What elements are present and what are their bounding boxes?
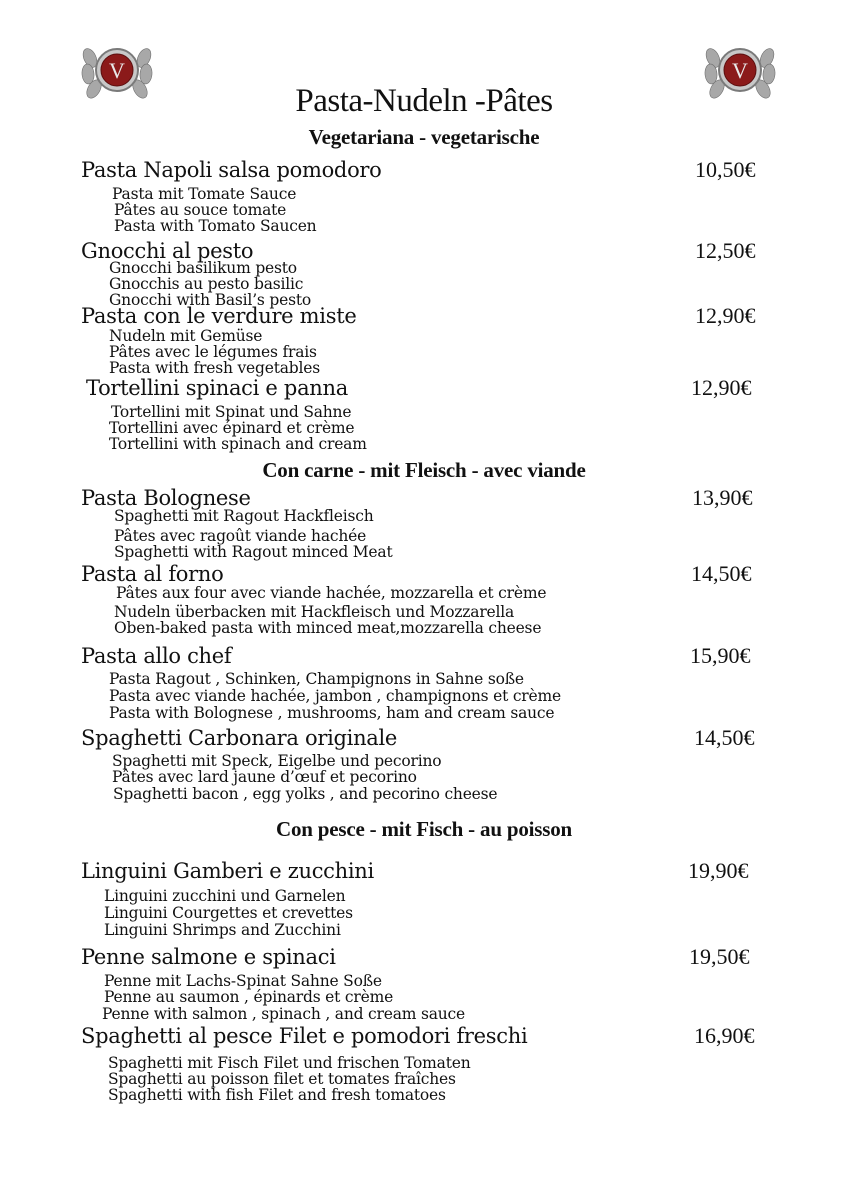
description-line-fr: Pâtes avec ragoût viande hachée xyxy=(114,527,367,545)
description-line-de: Pasta Ragout , Schinken, Champignons in Sahne soße xyxy=(109,670,524,688)
dish-price: 10,50€ xyxy=(695,157,756,182)
dish-description xyxy=(109,260,311,308)
dish-description xyxy=(109,671,561,721)
description-line-fr: Pâtes avec le légumes frais xyxy=(109,343,317,361)
dish-name: Tortellini spinaci e panna xyxy=(86,376,348,400)
dish-name: Gnocchi al pesto xyxy=(81,239,254,263)
dish-price: 12,90€ xyxy=(691,375,752,400)
description-line-de: Penne mit Lachs-Spinat Sahne Soße xyxy=(104,972,382,990)
description-line-fr: Penne au saumon , épinards et crème xyxy=(104,988,394,1006)
section-heading-fish: Con pesce - mit Fisch - au poisson xyxy=(276,817,572,841)
description-line-de: Gnocchi basilikum pesto xyxy=(109,259,297,277)
description-line-fr: Spaghetti au poisson filet et tomates fraîches xyxy=(108,1070,456,1088)
dish-description xyxy=(116,585,546,636)
dish-price: 15,90€ xyxy=(690,643,751,668)
dish-description xyxy=(112,186,316,234)
page-title: Pasta-Nudeln -Pâtes xyxy=(295,83,553,119)
dish-description xyxy=(104,973,465,1022)
emblem-letter: V xyxy=(109,58,125,83)
description-line-fr: Pâtes aux four avec viande hachée, mozzarella et crème xyxy=(116,584,547,602)
description-line-de: Spaghetti mit Fisch Filet und frischen Tomaten xyxy=(108,1054,471,1072)
dish-name: Pasta al forno xyxy=(81,562,224,586)
dish-price: 12,90€ xyxy=(695,303,756,328)
description-line-de: Nudeln mit Gemüse xyxy=(109,327,263,345)
description-line-fr: Pasta avec viande hachée, jambon , champignons et crème xyxy=(109,687,561,705)
description-line-en: Oben-baked pasta with minced meat,mozzarella cheese xyxy=(114,619,542,637)
description-line-en: Pasta with Tomato Saucen xyxy=(114,217,317,235)
dish-description xyxy=(114,508,392,560)
dish-description xyxy=(111,404,367,452)
description-line-en: Pasta with fresh vegetables xyxy=(109,359,320,377)
description-line-en: Pasta with Bolognese , mushrooms, ham and cream sauce xyxy=(109,704,555,722)
description-line-en: Linguini Shrimps and Zucchini xyxy=(104,921,341,939)
description-line-en: Tortellini with spinach and cream xyxy=(109,435,367,453)
description-line-en: Gnocchi with Basil’s pesto xyxy=(109,291,312,309)
dish-name: Linguini Gamberi e zucchini xyxy=(81,859,374,883)
description-line-fr: Pâtes au souce tomate xyxy=(114,201,287,219)
dish-price: 16,90€ xyxy=(694,1023,755,1048)
description-line-de: Tortellini mit Spinat und Sahne xyxy=(111,403,352,421)
emblem-letter: V xyxy=(732,58,748,83)
dish-name: Penne salmone e spinaci xyxy=(81,945,336,969)
dish-description xyxy=(109,328,320,376)
description-line-de: Nudeln überbacken mit Hackfleisch und Mozzarella xyxy=(114,603,515,621)
section-heading-meat: Con carne - mit Fleisch - avec viande xyxy=(262,458,586,482)
description-line-en: Spaghetti with fish Filet and fresh tomatoes xyxy=(108,1086,446,1104)
dish-name: Pasta allo chef xyxy=(81,644,232,668)
section-heading-vegetarian: Vegetariana - vegetarische xyxy=(308,125,540,149)
dish-price: 14,50€ xyxy=(694,725,755,750)
description-line-fr: Linguini Courgettes et crevettes xyxy=(104,904,353,922)
description-line-fr: Gnocchis au pesto basilic xyxy=(109,275,304,293)
dish-description xyxy=(108,1055,470,1103)
dish-price: 12,50€ xyxy=(695,238,756,263)
description-line-de: Pasta mit Tomate Sauce xyxy=(112,185,297,203)
dish-price: 13,90€ xyxy=(692,485,753,510)
description-line-de: Spaghetti mit Ragout Hackfleisch xyxy=(114,507,374,525)
description-line-en: Penne with salmon , spinach , and cream sauce xyxy=(102,1005,466,1023)
dish-name: Spaghetti al pesce Filet e pomodori freschi xyxy=(81,1024,528,1048)
description-line-en: Spaghetti with Ragout minced Meat xyxy=(114,543,393,561)
dish-name: Pasta Napoli salsa pomodoro xyxy=(81,158,382,182)
dish-price: 19,50€ xyxy=(689,944,750,969)
description-line-fr: Pâtes avec lard jaune d’œuf et pecorino xyxy=(112,768,417,786)
dish-name: Pasta Bolognese xyxy=(81,486,251,510)
description-line-fr: Tortellini avec épinard et crème xyxy=(109,419,355,437)
description-line-en: Spaghetti bacon , egg yolks , and pecorino cheese xyxy=(113,785,498,803)
dish-description xyxy=(104,888,353,938)
dish-description xyxy=(112,753,497,802)
description-line-de: Spaghetti mit Speck, Eigelbe und pecorino xyxy=(112,752,442,770)
dish-name: Spaghetti Carbonara originale xyxy=(81,726,398,750)
dish-name: Pasta con le verdure miste xyxy=(81,304,357,328)
dish-price: 14,50€ xyxy=(691,561,752,586)
dish-price: 19,90€ xyxy=(688,858,749,883)
description-line-de: Linguini zucchini und Garnelen xyxy=(104,887,346,905)
